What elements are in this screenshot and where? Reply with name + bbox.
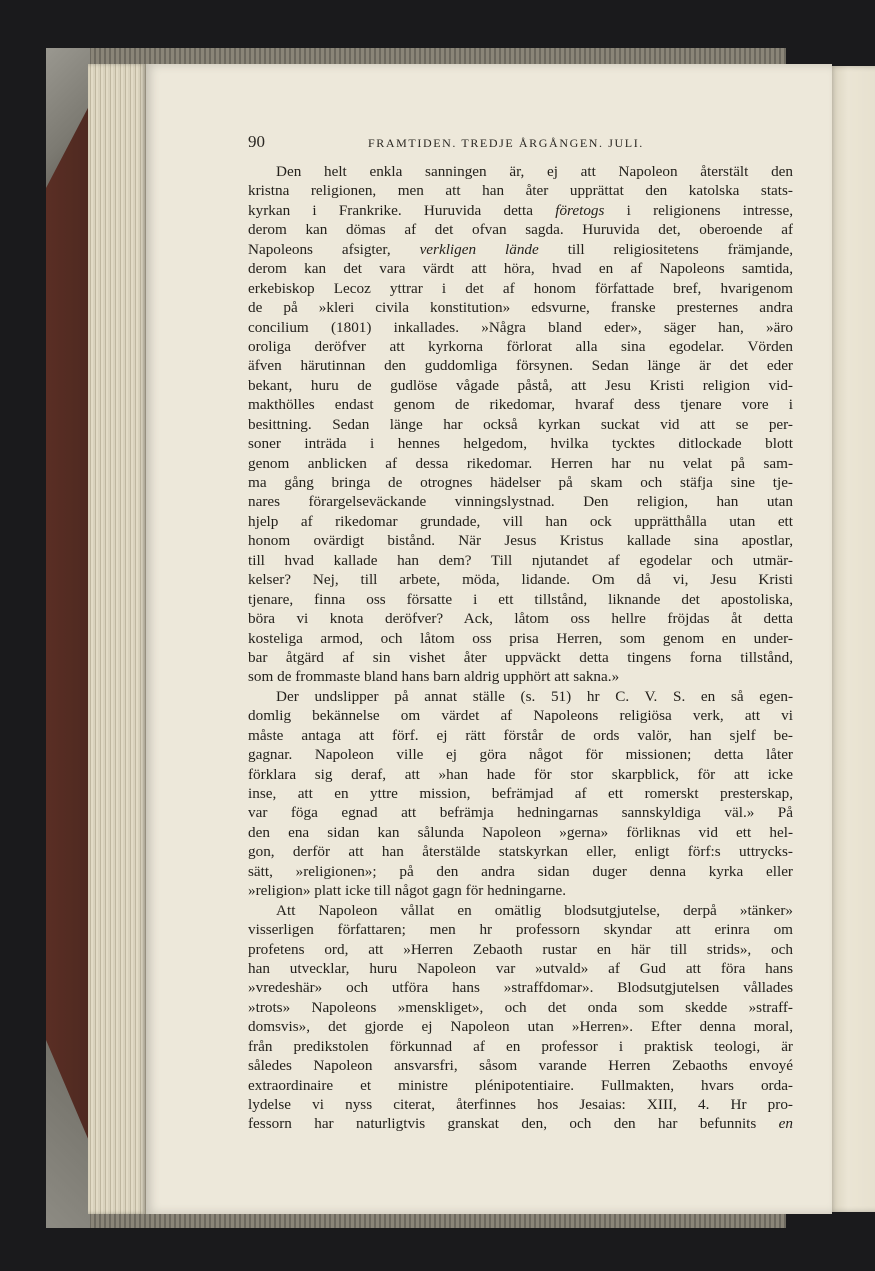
text-line: [248, 667, 793, 686]
text-line: [248, 940, 793, 959]
text-line: [248, 162, 793, 181]
text-line: [248, 998, 793, 1017]
text-run: han utvecklar, huru Napoleon var »utvald» af Gud att föra hans: [248, 959, 793, 977]
text-run: besittning. Sedan länge har också kyrkan suckat vid att se per-: [248, 415, 793, 433]
text-run: i religionens intresse,: [604, 201, 793, 219]
text-run: oroliga deröfver att kyrkorna förlorat alla sina egodelar. Vörden: [248, 337, 793, 355]
text-run: makthölles endast genom de rikedomar, hvaraf dess tjenare vore i: [248, 396, 793, 414]
text-run: domsvis», det gjorde ej Napoleon utan »Herren». Efter denna moral,: [248, 1018, 793, 1036]
page-number: 90: [248, 132, 265, 151]
text-line: [248, 181, 793, 200]
text-run: till religiositetens främjande,: [538, 240, 793, 258]
running-title: FRAMTIDEN. TREDJE ÅRGÅNGEN. JULI.: [368, 136, 644, 150]
text-line: [248, 298, 793, 317]
text-line: [248, 415, 793, 434]
text-line: [248, 531, 793, 550]
text-run: tjenare, finna oss försatte i ett tillstånd, liknande det apostoliska,: [248, 590, 793, 608]
text-run: Der undslipper på annat ställe (s. 51) hr C. V. S. en så egen-: [276, 687, 793, 705]
text-line: [248, 881, 793, 900]
text-run: soner inträda i hennes helgedom, hvilka tycktes ditlockade blott: [248, 435, 793, 453]
text-line: [248, 862, 793, 881]
text-line: [248, 901, 793, 920]
text-run: gon, derför att han återstälde statskyrkan eller, enligt förf:s uttrycks-: [248, 843, 793, 861]
text-run: Att Napoleon vållat en omätlig blodsutgjutelse, derpå »tänker»: [276, 901, 793, 919]
text-run: kosteliga armod, och låtom oss prisa Herren, som genom en under-: [248, 629, 793, 647]
text-line: [248, 1095, 793, 1114]
text-line: [248, 1076, 793, 1095]
italic-text: en: [778, 1115, 793, 1133]
text-line: [248, 726, 793, 745]
text-run: från predikstolen förkunnad af en professor i praktisk teologi, är: [248, 1037, 793, 1055]
text-line: [248, 376, 793, 395]
text-run: bar åtgärd af sin vishet åter uppväckt detta tingens forna tillstånd,: [248, 648, 793, 666]
text-run: Den helt enkla sanningen är, ej att Napoleon återstält den: [276, 163, 793, 180]
text-run: var föga egnad att befrämja hedningarnas sannskyldiga väl.» På: [248, 804, 793, 822]
text-run: nares förargelseväckande vinningslystnad. Den religion, han utan: [248, 493, 793, 511]
text-run: sätt, »religionen»; på den andra sidan duger denna kyrka eller: [248, 862, 793, 880]
text-run: hjelp af rikedomar grundade, vill han ock upprätthålla utan ett: [248, 512, 793, 530]
text-line: [248, 687, 793, 706]
text-run: som de frommaste bland hans barn aldrig upphört att sakna.»: [248, 668, 620, 686]
text-run: kyrkan i Frankrike. Huruvida detta: [248, 201, 556, 219]
text-run: lydelse vi nyss citerat, återfinnes hos Jesaias: XIII, 4. Hr pro-: [248, 1096, 793, 1113]
text-line: [248, 648, 793, 667]
text-run: domlig bekännelse om värdet af Napoleons religiösa verk, att vi: [248, 707, 793, 725]
text-line: [248, 1114, 793, 1133]
text-run: genom anblicken af dessa rikedomar. Herren har nu velat på sam-: [248, 454, 793, 472]
text-line: [248, 201, 793, 220]
page-block-edges: [88, 64, 146, 1214]
text-line: [248, 279, 793, 298]
text-line: [248, 492, 793, 511]
text-line: [248, 803, 793, 822]
text-line: [248, 842, 793, 861]
text-run: fessorn har naturligtvis granskat den, och den har befunnits: [248, 1115, 779, 1133]
text-run: måste antaga att förf. ej rätt förstår de ords valör, han sjelf be-: [248, 726, 793, 744]
text-line: [248, 473, 793, 492]
cover-bottom-edge: [46, 1212, 786, 1228]
text-run: inse, att en yttre mission, befrämjad af ett romerskt presterskap,: [248, 785, 793, 802]
text-run: således Napoleon ansvarsfri, såsom varande Herren Zebaoths envoyé: [248, 1057, 793, 1075]
text-line: [248, 978, 793, 997]
text-line: [248, 337, 793, 356]
text-run: förklara sig deraf, att »han hade för stor skarpblick, för att icke: [248, 765, 793, 783]
text-run: till hvad kallade han dem? Till njutandet af egodelar och utmär-: [248, 551, 793, 569]
text-line: [248, 765, 793, 784]
italic-text: verkligen lände: [419, 240, 539, 258]
text-line: [248, 784, 793, 803]
text-run: kristna religionen, men att han åter upprättat den katolska stats-: [248, 182, 793, 200]
text-run: »religion» platt icke till något gagn för hedningarne.: [248, 882, 567, 900]
text-line: [248, 551, 793, 570]
text-line: [248, 395, 793, 414]
text-run: de på »kleri civila konstitution» edsvurne, franske presternes andra: [248, 299, 793, 317]
text-line: [248, 220, 793, 239]
text-run: böra vi knota deröfver? Ack, låtom oss hellre fröjdas åt detta: [248, 610, 793, 628]
text-line: [248, 240, 793, 259]
text-line: [248, 1056, 793, 1075]
text-run: derom kan det vara värdt att höra, hvad en af Napoleons samtida,: [248, 260, 793, 278]
text-run: ma gång bringa de otrognes hädelser på skam och stäfja sine tje-: [248, 474, 793, 491]
body-text: [248, 162, 793, 1134]
text-run: extraordinaire et ministre plénipotentiaire. Fullmakten, hvars orda-: [248, 1076, 793, 1094]
facing-page-edge: [828, 66, 875, 1212]
text-run: den ena sidan kan sålunda Napoleon »gerna» förliknas vid ett hel-: [248, 823, 793, 841]
text-line: [248, 454, 793, 473]
text-run: derom kan dömas af det ofvan sagda. Huruvida det, oberoende af: [248, 221, 793, 239]
text-line: [248, 1037, 793, 1056]
text-line: [248, 1017, 793, 1036]
text-line: [248, 609, 793, 628]
text-run: gagnar. Napoleon ville ej göra något för missionen; detta låter: [248, 746, 793, 764]
text-line: [248, 823, 793, 842]
page-header: [248, 132, 790, 156]
text-line: [248, 318, 793, 337]
text-line: [248, 356, 793, 375]
text-run: erkebiskop Lecoz yttrar i det af honom författade bref, hvarigenom: [248, 279, 793, 297]
text-run: kelser? Nej, till arbete, möda, lidande. Om då vi, Jesu Kristi: [248, 571, 793, 589]
text-run: visserligen författaren; men hr professorn skyndar att erinra om: [248, 921, 793, 939]
text-run: bekant, huru de gudlöse vågade påstå, att Jesu Kristi religion vid-: [248, 376, 793, 394]
text-run: profetens ord, att »Herren Zebaoth rustar en här till strids», och: [248, 940, 793, 958]
text-line: [248, 434, 793, 453]
text-line: [248, 706, 793, 725]
text-run: »trots» Napoleons »menskliget», och det onda som skedde »straff-: [248, 998, 793, 1016]
text-line: [248, 590, 793, 609]
text-run: äfven härutinnan den guddomliga försynen. Sedan länge är det eder: [248, 357, 793, 375]
text-run: Napoleons afsigter,: [248, 240, 420, 258]
text-line: [248, 570, 793, 589]
text-run: concilium (1801) inkallades. »Några bland eder», säger han, »äro: [248, 318, 793, 336]
text-run: honom ovärdigt bistånd. När Jesus Kristus kallade sina apostlar,: [248, 532, 793, 550]
text-line: [248, 959, 793, 978]
text-line: [248, 512, 793, 531]
text-line: [248, 920, 793, 939]
text-line: [248, 745, 793, 764]
text-line: [248, 629, 793, 648]
text-run: »vredeshär» och utföra hans »straffdomar». Blodsutgjutelsen vållades: [248, 979, 793, 997]
text-line: [248, 259, 793, 278]
italic-text: företogs: [555, 201, 605, 219]
